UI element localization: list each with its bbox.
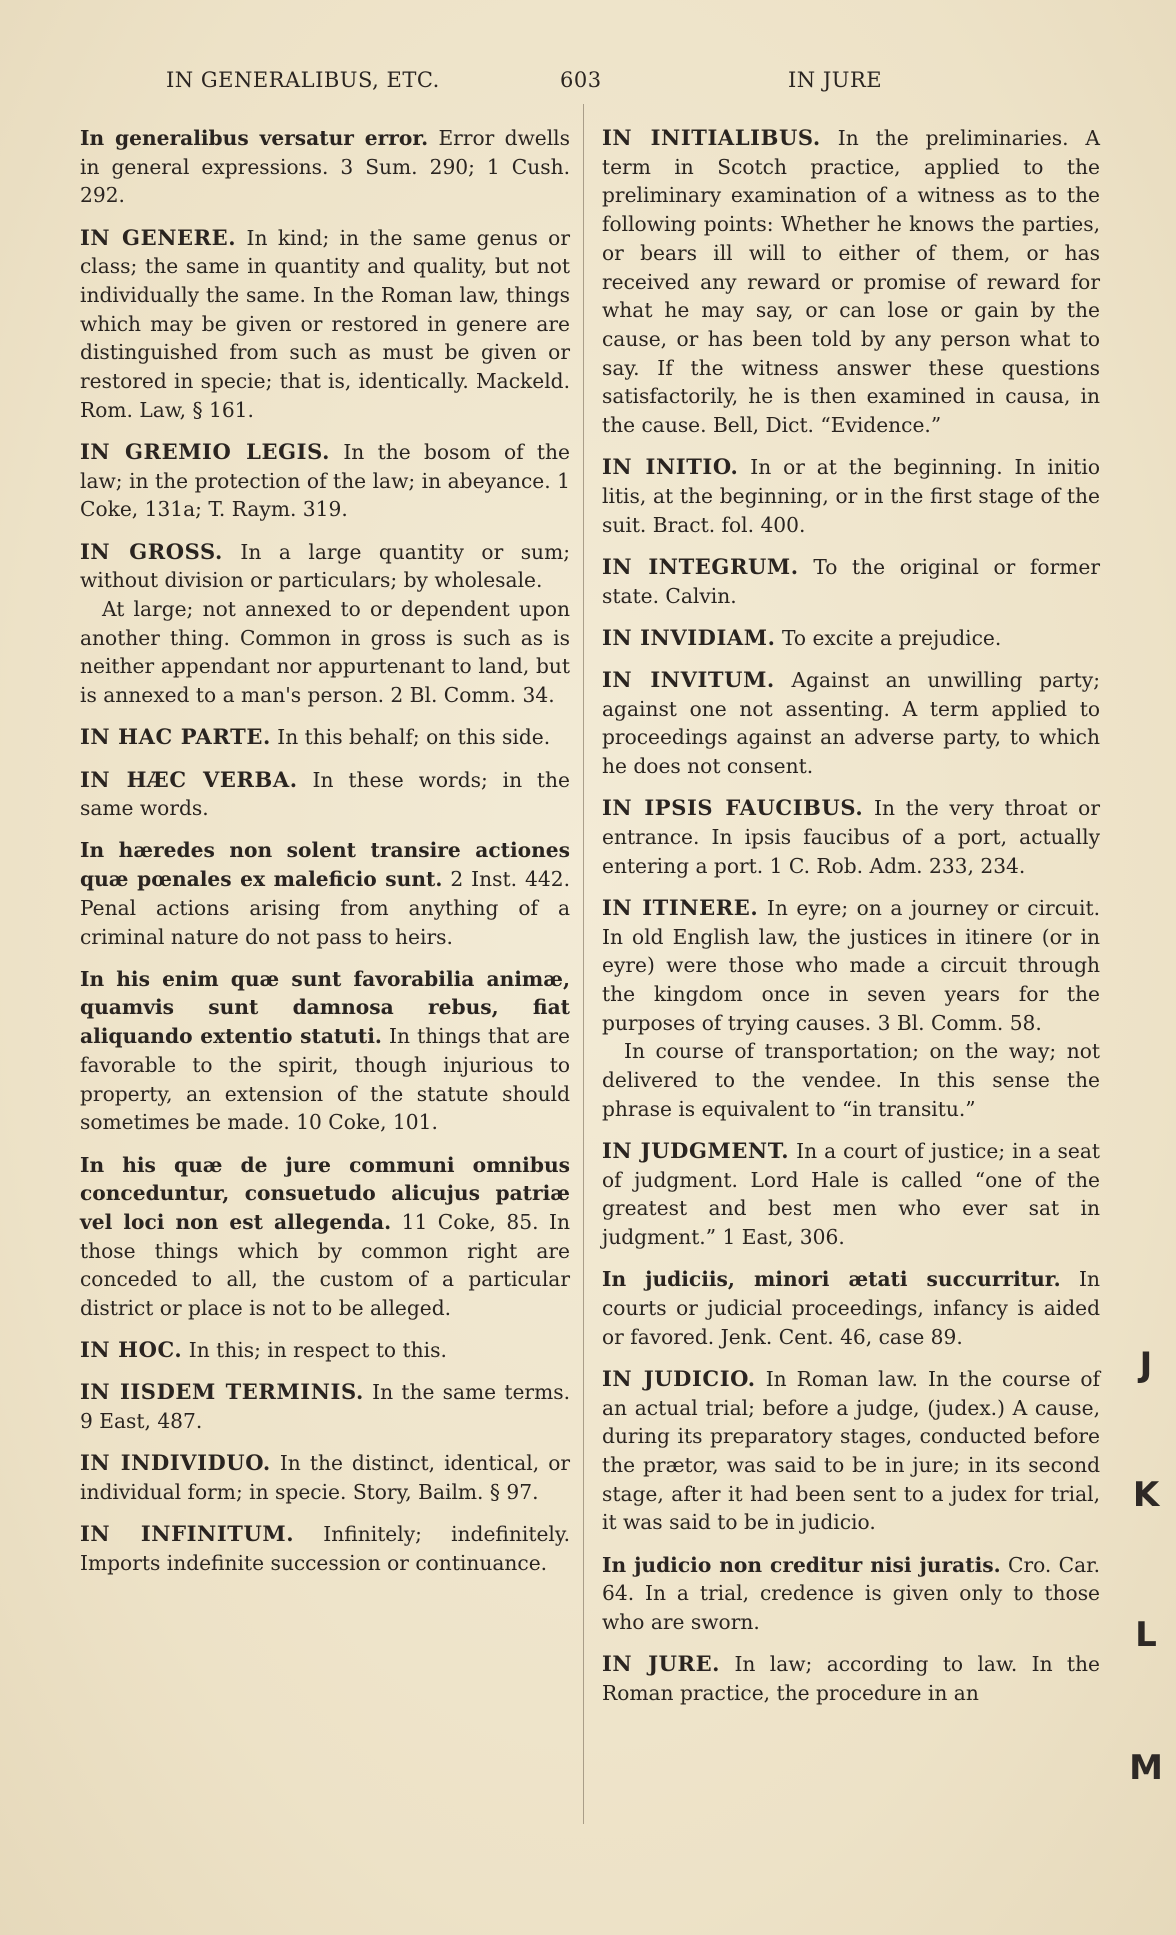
entry (602, 1551, 1100, 1637)
entry (80, 965, 570, 1137)
entry (80, 1520, 570, 1577)
entry (602, 1137, 1100, 1252)
maxim: In generalibus versatur error. (80, 126, 429, 150)
right-column (602, 124, 1100, 1721)
definition: To excite a prejudice. (775, 625, 1002, 650)
headword: IN JUDICIO. (602, 1365, 756, 1391)
headword: IN INITIO. (602, 454, 739, 480)
left-column (80, 124, 570, 1591)
maxim: In judicio non creditur nisi juratis. (602, 1552, 1001, 1577)
entry (602, 1265, 1100, 1351)
entry (80, 1449, 570, 1506)
headword: IN HÆC VERBA. (80, 766, 298, 792)
headword: IN GENERE. (80, 224, 237, 250)
entry (602, 894, 1100, 1124)
definition: In this behalf; on this side. (270, 725, 551, 750)
entry (80, 836, 570, 951)
definition: 2 Inst. 442. Penal actions arising from anything of a criminal nature do not pass to heirs. (80, 867, 570, 949)
headword: IN INTEGRUM. (602, 553, 799, 579)
headword: IN ITINERE. (602, 894, 759, 920)
definition: 11 Coke, 85. In those things which by common right are conceded to all, the custom of a particular district or place is not to be alleged. (80, 1209, 570, 1321)
definition: In the preliminaries. A term in Scotch practice, applied to the preliminary examination of a witness as to the following points: Whether he knows the parties, or bears ill will to either of them, or has received any reward or promise of reward for what he may say, or can lose or gain by the cause, or has been told by any person what to say. If the witness answer these questions satisfactorily, he is then examined in causa, in the cause. Bell, Dict. “Evidence.” (602, 126, 1101, 438)
entry (80, 224, 570, 425)
thumb-index-tab-l[interactable]: L (1135, 1615, 1157, 1655)
entry (80, 766, 570, 823)
maxim: In his enim quæ sunt favorabilia animæ, quamvis sunt damnosa rebus, fiat aliquando extentio statuti. (80, 966, 570, 1049)
thumb-index-tab-j[interactable]: J (1139, 1345, 1153, 1385)
definition: In a large quantity or sum; without division or particulars; by wholesale. (80, 539, 571, 593)
headword: IN HOC. (80, 1337, 183, 1363)
definition: In the bosom of the law; in the protection of the law; in abeyance. 1 Coke, 131a; T. Raym. 319. (80, 440, 570, 522)
thumb-index-tab-k[interactable]: K (1132, 1475, 1160, 1515)
definition: Against an unwilling party; against one not assenting. A term applied to proceedings against an adverse party, to which he does not consent. (602, 667, 1100, 779)
headword: IN HAC PARTE. (80, 724, 271, 750)
definition: In Roman law. In the course of an actual trial; before a judge, (judex.) A cause, during its preparatory stages, conducted before the prætor, was said to be in jure; in its second stage, after it had been sent to a judex for trial, it was said to be in judicio. (602, 1366, 1100, 1535)
headword: IN INVIDIAM. (602, 624, 776, 650)
definition: In kind; in the same genus or class; the same in quantity and quality, but not individually the same. In the Roman law, things which may be given or restored in genere are distinguished from such as must be given or restored in specie; that is, identically. Mackeld. Rom. Law, § 161. (80, 225, 570, 422)
definition: In the very throat or entrance. In ipsis faucibus of a port, actually entering a port. 1 C. Rob. Adm. 233, 234. (602, 796, 1100, 878)
definition: In or at the beginning. In initio litis, at the beginning, or in the first stage of the suit. Bract. fol. 400. (602, 455, 1101, 537)
running-header (0, 68, 1176, 100)
headword: IN JURE. (602, 1651, 721, 1677)
definition: In the same terms. 9 East, 487. (80, 1380, 570, 1434)
definition-continued: At large; not annexed to or dependent upon another thing. Common in gross is such as is neither appendant nor appurtenant to land, but is annexed to a man's person. 2 Bl. Comm. 34. (80, 597, 570, 708)
entry (602, 553, 1100, 610)
entry (602, 453, 1100, 539)
header-left-guideword: IN GENERALIBUS, ETC. (166, 68, 440, 92)
entry (602, 624, 1100, 653)
entry (602, 666, 1100, 781)
entry (80, 538, 570, 710)
headword: IN JUDGMENT. (602, 1138, 790, 1163)
headword: IN INITIALIBUS. (602, 125, 821, 150)
headword: IN INDIVIDUO. (80, 1450, 271, 1476)
headword: IN IISDEM TERMINIS. (80, 1379, 364, 1405)
entry (602, 1365, 1100, 1537)
entry (602, 794, 1100, 880)
definition: In eyre; on a journey or circuit. In old English law, the justices in itinere (or in eyre) were those who made a circuit through the kingdom once in seven years for the purposes of trying causes. 3 Bl. Comm. 58. (602, 895, 1100, 1035)
maxim: In judiciis, minori ætati succurritur. (602, 1267, 1061, 1292)
definition-continued: In course of transportation; on the way; not delivered to the vendee. In this sense the phrase is equivalent to “in transitu.” (602, 1039, 1100, 1121)
entry (80, 1378, 570, 1435)
entry (80, 438, 570, 524)
entry (602, 1650, 1100, 1707)
entry (80, 723, 570, 752)
maxim: In his quæ de jure communi omnibus conceduntur, consuetudo alicujus patriæ vel loci non est allegenda. (80, 1152, 570, 1234)
maxim: In hæredes non solent transire actiones quæ pœnales ex maleficio sunt. (80, 838, 570, 892)
headword: IN GROSS. (80, 538, 223, 564)
thumb-index-tab-m[interactable]: M (1129, 1748, 1163, 1788)
entry (80, 1336, 570, 1365)
headword: IN INVITUM. (602, 666, 775, 692)
page-number: 603 (560, 68, 602, 92)
definition: Cro. Car. 64. In a trial, credence is given only to those who are sworn. (602, 1552, 1100, 1635)
definition: To the original or former state. Calvin. (602, 554, 1100, 608)
headword: IN GREMIO LEGIS. (80, 439, 331, 465)
headword: IN IPSIS FAUCIBUS. (602, 795, 864, 821)
definition: Infinitely; indefinitely. Imports indefinite succession or continuance. (80, 1522, 570, 1575)
entry (80, 1151, 570, 1323)
definition: In law; according to law. In the Roman practice, the procedure in an (602, 1652, 1100, 1705)
definition: In courts or judicial proceedings, infancy is aided or favored. Jenk. Cent. 46, case 89. (602, 1267, 1100, 1349)
header-right-guideword: IN JURE (788, 68, 883, 92)
headword: IN INFINITUM. (80, 1521, 295, 1547)
definition: In this; in respect to this. (182, 1338, 447, 1363)
definition: In things that are favorable to the spirit, though injurious to property, an extension of the statute should sometimes be made. 10 Coke, 101. (80, 1024, 570, 1135)
entry (80, 124, 570, 210)
entry (602, 124, 1100, 440)
definition: In the distinct, identical, or individual form; in specie. Story, Bailm. § 97. (80, 1451, 571, 1505)
column-divider (583, 104, 584, 1824)
definition: Error dwells in general expressions. 3 Sum. 290; 1 Cush. 292. (80, 126, 570, 208)
definition: In these words; in the same words. (80, 767, 570, 821)
definition: In a court of justice; in a seat of judgment. Lord Hale is called “one of the greatest and best men who ever sat in judgment.” 1 East, 306. (602, 1139, 1100, 1250)
